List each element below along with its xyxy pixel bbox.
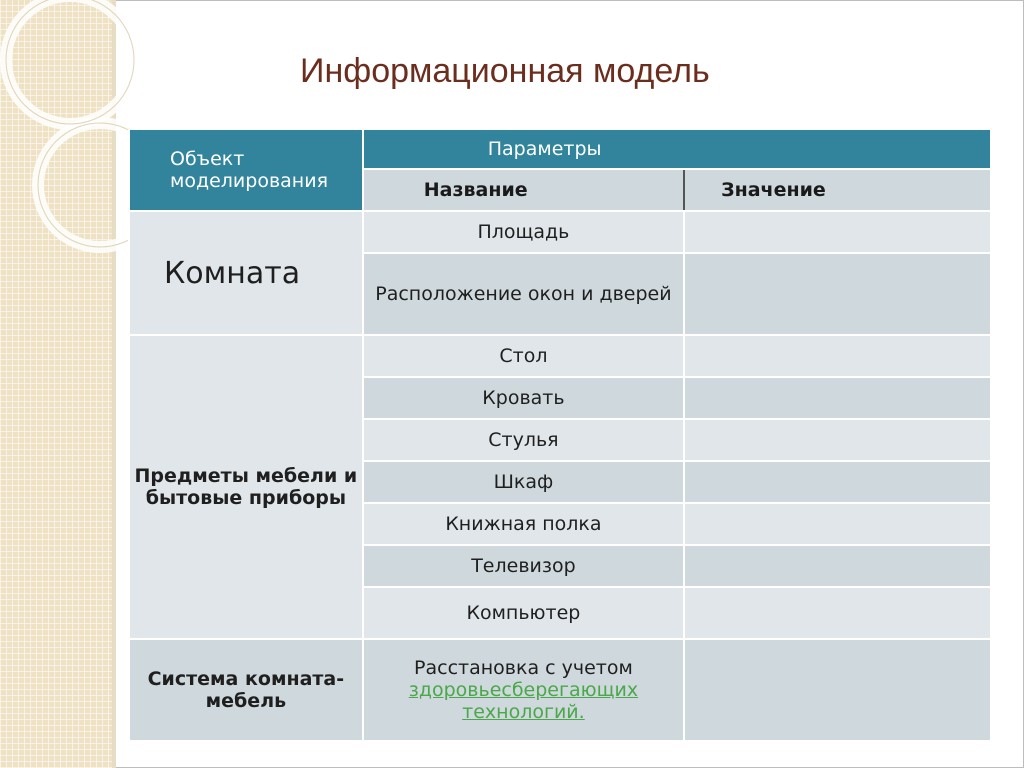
param-name bbox=[363, 639, 684, 741]
info-model-table bbox=[128, 128, 992, 742]
param-value[interactable] bbox=[684, 211, 991, 253]
param-name: Расположение окон и дверей bbox=[363, 253, 684, 335]
header-value: Значение bbox=[684, 169, 991, 211]
param-value[interactable] bbox=[684, 419, 991, 461]
param-name: Кровать bbox=[363, 377, 684, 419]
param-value[interactable] bbox=[684, 461, 991, 503]
object-furniture: Предметы мебели и бытовые приборы bbox=[129, 335, 363, 639]
object-room: Комната bbox=[129, 211, 363, 335]
param-name: Телевизор bbox=[363, 545, 684, 587]
header-object: Объект моделирования bbox=[129, 129, 363, 211]
param-value[interactable] bbox=[684, 253, 991, 335]
arrangement-text: Расстановка с учетом bbox=[414, 657, 633, 679]
param-name: Шкаф bbox=[363, 461, 684, 503]
param-value[interactable] bbox=[684, 503, 991, 545]
header-name: Название bbox=[363, 169, 684, 211]
health-tech-link[interactable]: здоровьесберегающих технологий. bbox=[408, 679, 639, 723]
param-name: Стол bbox=[363, 335, 684, 377]
param-value[interactable] bbox=[684, 377, 991, 419]
param-name: Компьютер bbox=[363, 587, 684, 639]
param-value[interactable] bbox=[684, 545, 991, 587]
decorative-rings bbox=[0, 0, 140, 260]
header-params: Параметры bbox=[363, 129, 991, 169]
object-system: Система комната-мебель bbox=[129, 639, 363, 741]
param-value[interactable] bbox=[684, 587, 991, 639]
param-value[interactable] bbox=[684, 639, 991, 741]
param-name: Площадь bbox=[363, 211, 684, 253]
slide-title: Информационная модель bbox=[300, 52, 710, 90]
param-value[interactable] bbox=[684, 335, 991, 377]
param-name: Стулья bbox=[363, 419, 684, 461]
param-name: Книжная полка bbox=[363, 503, 684, 545]
